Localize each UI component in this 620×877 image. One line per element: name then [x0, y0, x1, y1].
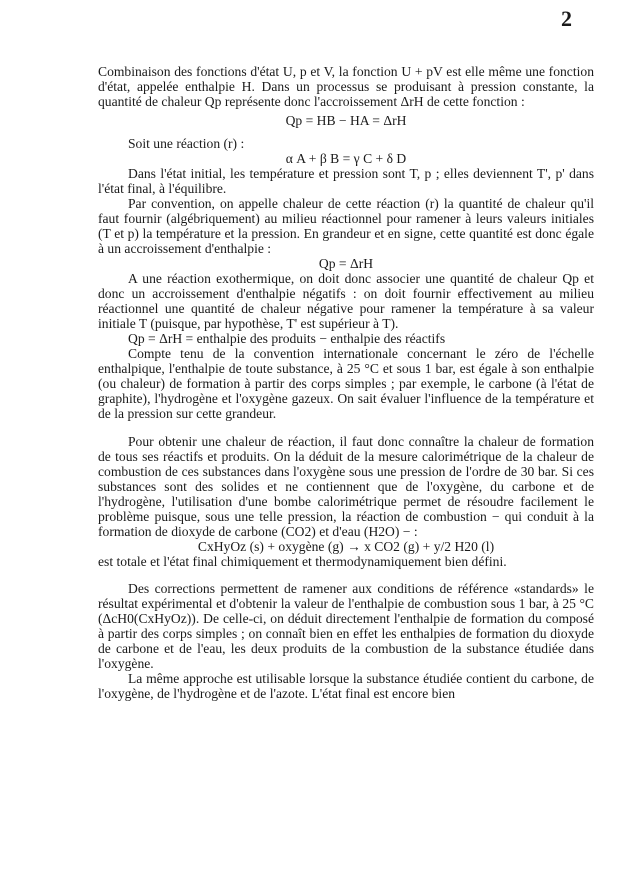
document-body: [98, 64, 594, 701]
equation-reaction: α A + β B = γ C + δ D: [285, 151, 407, 166]
paragraph-enthalpy-definition: Combinaison des fonctions d'état U, p et V, la fonction U + pV est elle même une fonction d'état, appelée enthalpie H. Dans un processus se produisant à pression constante, la quantité de chaleur Qp représente donc l'accroissement ΔrH de cette fonction :: [98, 64, 594, 109]
paragraph-heat-of-reaction: Pour obtenir une chaleur de réaction, il faut donc connaître la chaleur de formation de tous ses réactifs et produits. On la déduit de la mesure calorimétrique de la chaleur de combustion de ces substances dans l'oxygène sous une pression de l'ordre de 30 bar. Si ces substances sont des solides et ne contiennent que de l'oxygène, du carbone et de l'hydrogène, l'utilisation d'une bombe calorimétrique permet de résoudre facilement le problème puisque, sous une telle pression, la réaction de combustion − qui conduit à la formation de dioxyde de carbone (CO2) et d'eau (H2O) − :: [98, 434, 594, 539]
paragraph-zero-convention: Compte tenu de la convention internationale concernant le zéro de l'échelle enthalpique, l'enthalpie de toute substance, à 25 °C et sous 1 bar, est égale à son enthalpie (ou chaleur) de formation à partir des corps simples ; par exemple, le carbone (à l'état de graphite), l'hydrogène et l'oxygène gazeux. On sait évaluer l'influence de la température et de la pression sur cette grandeur.: [98, 346, 594, 421]
paragraph-convention: Par convention, on appelle chaleur de cette réaction (r) la quantité de chaleur qu'il faut fournir (algébriquement) au milieu réactionnel pour ramener à leurs valeurs initiales (T et p) la température et la pression. En grandeur et en signe, cette quantité est donc égale à un accroissement d'enthalpie :: [98, 196, 594, 256]
equation-combustion: CxHyOz (s) + oxygène (g) → x CO2 (g) + y/2 H20 (l): [197, 539, 495, 554]
paragraph-exothermic: A une réaction exothermique, on doit donc associer une quantité de chaleur Qp et donc un accroissement d'enthalpie négatifs : on doit fournir effectivement au milieu réactionnel une quantité de chaleur négative pour ramener la température à sa valeur initiale T (puisque, par hypothèse, T' est supérieur à T).: [98, 271, 594, 331]
paragraph-initial-state: Dans l'état initial, les température et pression sont T, p ; elles deviennent T', p' dans l'état final, à l'équilibre.: [98, 166, 594, 196]
paragraph-reaction-intro: Soit une réaction (r) :: [128, 136, 245, 151]
paragraph-corrections: Des corrections permettent de ramener aux conditions de référence «standards» le résultat expérimental et d'obtenir la valeur de l'enthalpie de combustion sous 1 bar, à 25 °C (ΔcH0(CxHyOz)). De celle-ci, on déduit directement l'enthalpie de formation du composé à partir des corps simples ; on connaît bien en effet les enthalpies de formation du dioxyde de carbone et de l'eau, les deux produits de la combustion de la substance étudiée dans l'oxygène.: [98, 581, 594, 671]
equation-qp-enthalpy: Qp = HB − HA = ΔrH: [285, 113, 407, 128]
page-number: 2: [561, 6, 572, 31]
paragraph-final-state: est totale et l'état final chimiquement et thermodynamiquement bien défini.: [98, 554, 507, 569]
equation-products-reactants: Qp = ΔrH = enthalpie des produits − enthalpie des réactifs: [128, 331, 446, 346]
paragraph-nitrogen: La même approche est utilisable lorsque la substance étudiée contient du carbone, de l'oxygène, de l'hydrogène et de l'azote. L'état final est encore bien: [98, 671, 594, 701]
equation-qp-short: Qp = ΔrH: [318, 256, 374, 271]
